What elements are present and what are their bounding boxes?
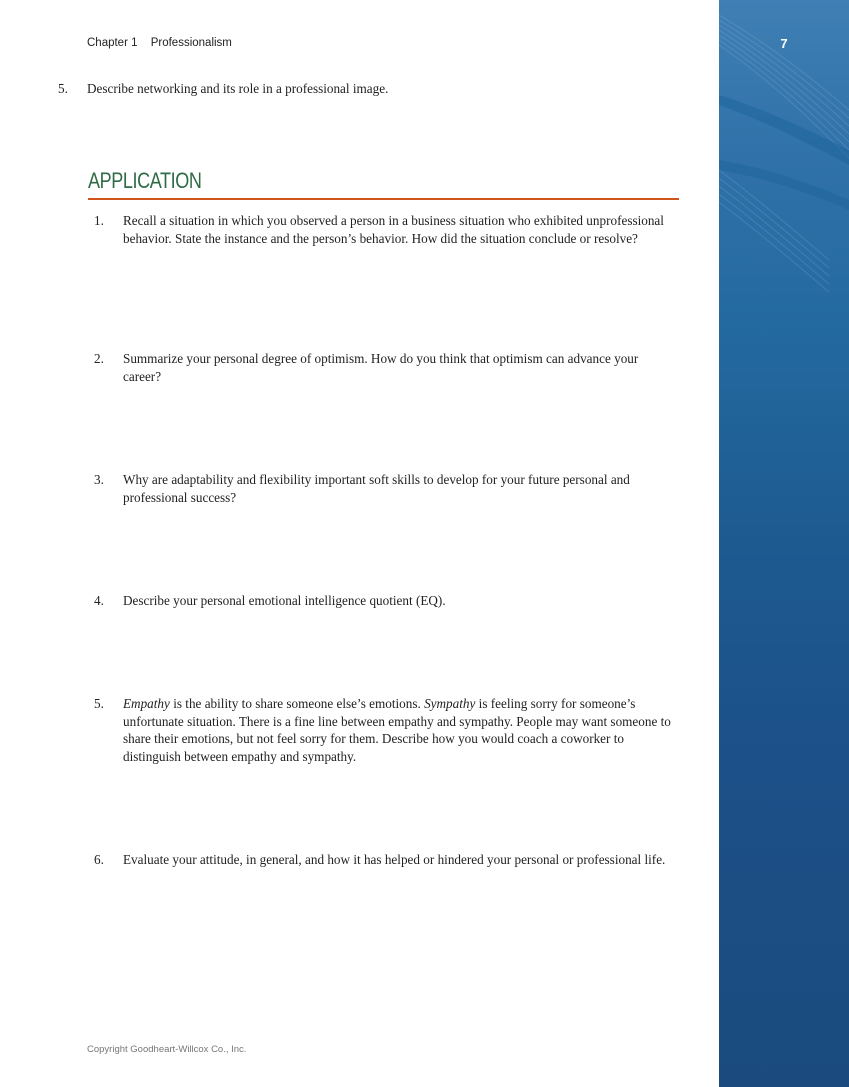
question-text: Summarize your personal degree of optimism. How do you think that optimism can advance your career?: [123, 351, 639, 384]
term-empathy: Empathy: [123, 696, 170, 711]
question-number: 4.: [94, 593, 104, 608]
running-head: [87, 37, 232, 49]
page-number: 7: [780, 36, 788, 51]
chapter-label: Chapter 1: [87, 37, 138, 49]
item-number: 5.: [58, 81, 68, 96]
copyright-footer: Copyright Goodheart-Willcox Co., Inc.: [87, 1044, 247, 1055]
wave-lines-decoration: [719, 0, 849, 1087]
question-number: 2.: [94, 351, 104, 366]
question-text: Why are adaptability and flexibility important soft skills to develop for your future personal and professional success?: [123, 472, 630, 505]
question-text-part: is the ability to share someone else’s emotions.: [169, 696, 425, 711]
decorative-sidebar: [719, 0, 849, 1087]
question-text: Describe your personal emotional intelligence quotient (EQ).: [123, 593, 446, 608]
question-text: Evaluate your attitude, in general, and how it has helped or hindered your personal or professional life.: [123, 852, 666, 867]
question-text-part: is feeling sorry for someone’s unfortunate situation. There is a fine line between empathy and sympathy. People may want someone to share their emotions, but not feel sorry for them. Describe how you would coach a coworker to distinguish between empathy and sympathy.: [123, 696, 671, 764]
question-number: 3.: [94, 472, 104, 487]
term-sympathy: Sympathy: [424, 696, 476, 711]
question-text: [123, 695, 679, 765]
question-number: 6.: [94, 852, 104, 867]
question-number: 5.: [94, 696, 104, 711]
chapter-title: Professionalism: [150, 37, 232, 49]
section-divider: [88, 198, 679, 200]
section-title: APPLICATION: [88, 168, 202, 193]
item-text: Describe networking and its role in a professional image.: [87, 81, 389, 96]
question-number: 1.: [94, 213, 104, 228]
question-text: Recall a situation in which you observed a person in a business situation who exhibited unprofessional behavior. State the instance and the person’s behavior. How did the situation conclude or resolve?: [123, 213, 664, 246]
